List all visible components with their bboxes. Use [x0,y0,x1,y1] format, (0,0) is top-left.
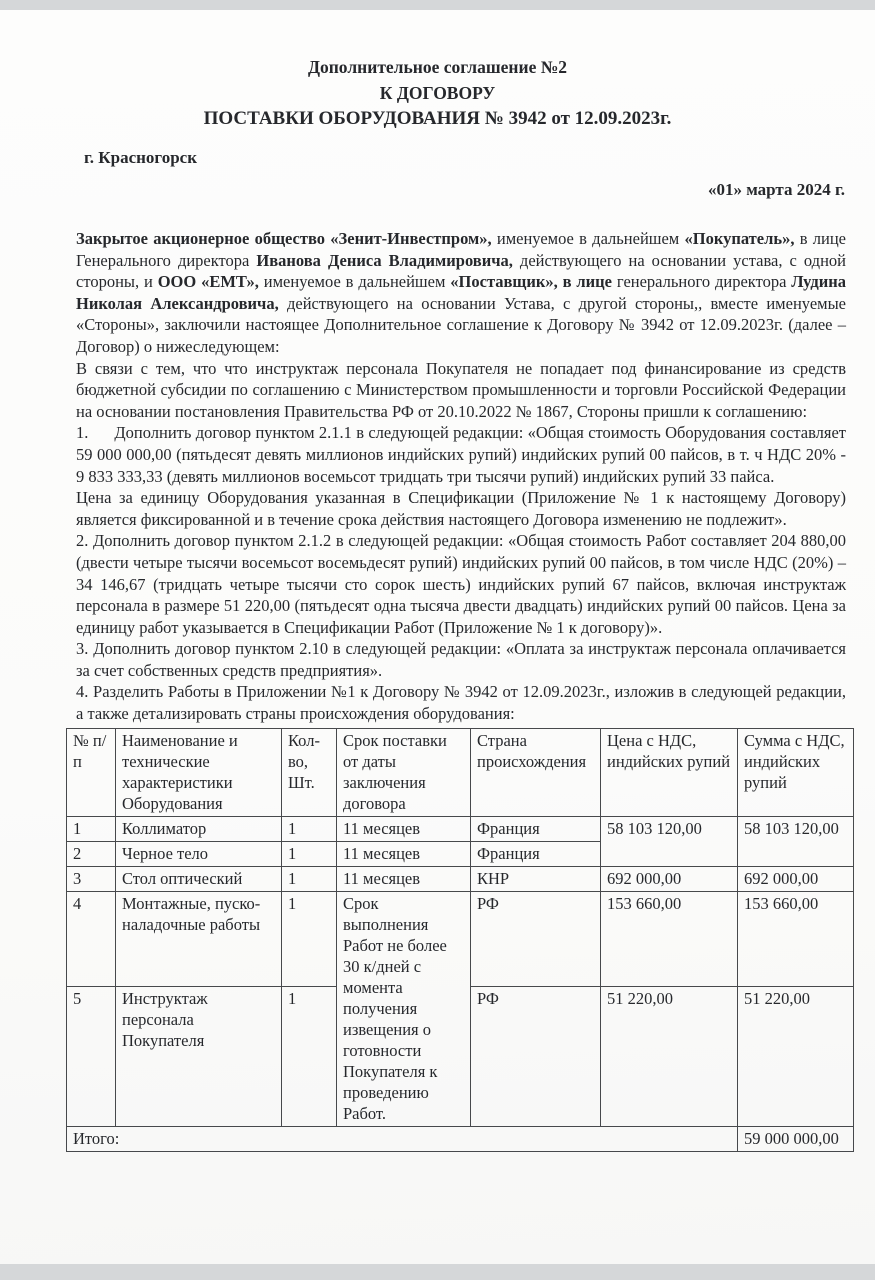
cell-price: 692 000,00 [601,866,738,891]
total-value: 59 000 000,00 [738,1126,854,1151]
document-body [76,228,846,725]
title-line-contract: К ДОГОВОРУ [379,83,496,103]
cell-num: 2 [67,841,116,866]
clause-2-paragraph: 2. Дополнить договор пунктом 2.1.2 в следующей редакции: «Общая стоимость Работ составляет 204 880,00 (двести четыре тысячи восемьсот восемьдесят рупий) индийских рупий 00 пайсов, в том числе НДС (20%) – 34 146,67 (тридцать четыре тысячи сто сорок шесть) индийских рупий 67 пайсов, включая инструктаж персонала в размере 51 220,00 (пятьдесят одна тысяча двести двадцать) индийских рупий 00 пайсов. Цена за единицу работ указывается в Спецификации Работ (Приложение № 1 к договору)». [76,531,846,637]
header-cell-num: № п/п [67,728,116,816]
cell-qty: 1 [282,987,337,1126]
cell-sum: 153 660,00 [738,891,854,987]
cell-term: 11 месяцев [337,866,471,891]
total-label: Итого: [67,1126,738,1151]
cell-num: 5 [67,987,116,1126]
header-cell-price: Цена с НДС, индийских рупий [601,728,738,816]
cell-term-merged: Срок выполнения Работ не более 30 к/дней с момента получения извещения о готовности Покупателя к проведению Работ. [337,891,471,1126]
clause-1-price-paragraph: Цена за единицу Оборудования указанная в Спецификации (Приложение № 1 к настоящему Договору) является фиксированной и в течение срока действия настоящего Договора изменению не подлежит». [76,488,846,529]
table-header-row [67,728,854,816]
table-row-4 [67,891,854,987]
cell-qty: 1 [282,841,337,866]
date-label: «01» марта 2024 г. [707,180,845,199]
table-row-1 [67,816,854,841]
cell-qty: 1 [282,866,337,891]
cell-num: 3 [67,866,116,891]
header-cell-qty: Кол-во, Шт. [282,728,337,816]
header-cell-country: Страна происхождения [471,728,601,816]
cell-price: 153 660,00 [601,891,738,987]
cell-sum-merged: 58 103 120,00 [738,816,854,866]
title-line-agreement: Дополнительное соглашение №2 [307,57,568,77]
header-cell-name: Наименование и технические характеристики Оборудования [116,728,282,816]
cell-country: КНР [471,866,601,891]
cell-num: 4 [67,891,116,987]
clause-1-paragraph: 1. Дополнить договор пунктом 2.1.1 в следующей редакции: «Общая стоимость Оборудования составляет 59 000 000,00 (пятьдесят девять миллионов индийских рупий) индийских рупий 00 пайсов, в т. ч НДС 20% - 9 833 333,33 (девять миллионов восемьсот тридцать три тысячи рупий) индийских рупий 33 пайса. [76,423,846,486]
cell-qty: 1 [282,891,337,987]
cell-name: Стол оптический [116,866,282,891]
cell-sum: 692 000,00 [738,866,854,891]
cell-name: Монтажные, пуско-наладочные работы [116,891,282,987]
cell-name: Коллиматор [116,816,282,841]
header-cell-term: Срок поставки от даты заключения договора [337,728,471,816]
context-paragraph: В связи с тем, что что инструктаж персонала Покупателя не попадает под финансирование из средств бюджетной субсидии по соглашению с Министерством промышленности и торговли Российской Федерации на основании постановления Правительства РФ от 20.10.2022 № 1867, Стороны пришли к соглашению: [76,358,846,421]
cell-price: 51 220,00 [601,987,738,1126]
table-row-3 [67,866,854,891]
cell-country: РФ [471,987,601,1126]
cell-num: 1 [67,816,116,841]
specification-table [66,728,854,1152]
cell-country: Франция [471,841,601,866]
cell-country: РФ [471,891,601,987]
cell-term: 11 месяцев [337,841,471,866]
cell-name: Инструктаж персонала Покупателя [116,987,282,1126]
table-total-row [67,1126,854,1151]
document-meta [0,148,875,200]
cell-name: Черное тело [116,841,282,866]
city-label: г. Красногорск [84,148,198,167]
cell-term: 11 месяцев [337,816,471,841]
cell-qty: 1 [282,816,337,841]
document-title [0,54,875,132]
document-page [0,10,875,1264]
cell-sum: 51 220,00 [738,987,854,1126]
cell-country: Франция [471,816,601,841]
preamble-paragraph: Закрытое акционерное общество «Зенит-Инвестпром», именуемое в дальнейшем «Покупатель», в лице Генерального директора Иванова Дениса Владимировича, действующего на основании устава, с одной стороны, и ООО «ЕМТ», именуемое в дальнейшем «Поставщик», в лице генерального директора Лудина Николая Александровича, действующего на основании Устава, с другой стороны,, вместе именуемые «Стороны», заключили настоящее Дополнительное соглашение к Договору № 3942 от 12.09.2023г. (далее – Договор) о нижеследующем: [76,229,846,356]
title-line-supply: ПОСТАВКИ ОБОРУДОВАНИЯ № 3942 от 12.09.2023г. [203,108,672,129]
clause-3-paragraph: 3. Дополнить договор пунктом 2.10 в следующей редакции: «Оплата за инструктаж персонала оплачивается за счет собственных средств предприятия». [76,639,846,680]
header-cell-sum: Сумма с НДС, индийских рупий [738,728,854,816]
clause-4-paragraph: 4. Разделить Работы в Приложении №1 к Договору № 3942 от 12.09.2023г., изложив в следующей редакции, а также детализировать страны происхождения оборудования: [76,682,846,724]
cell-price-merged: 58 103 120,00 [601,816,738,866]
